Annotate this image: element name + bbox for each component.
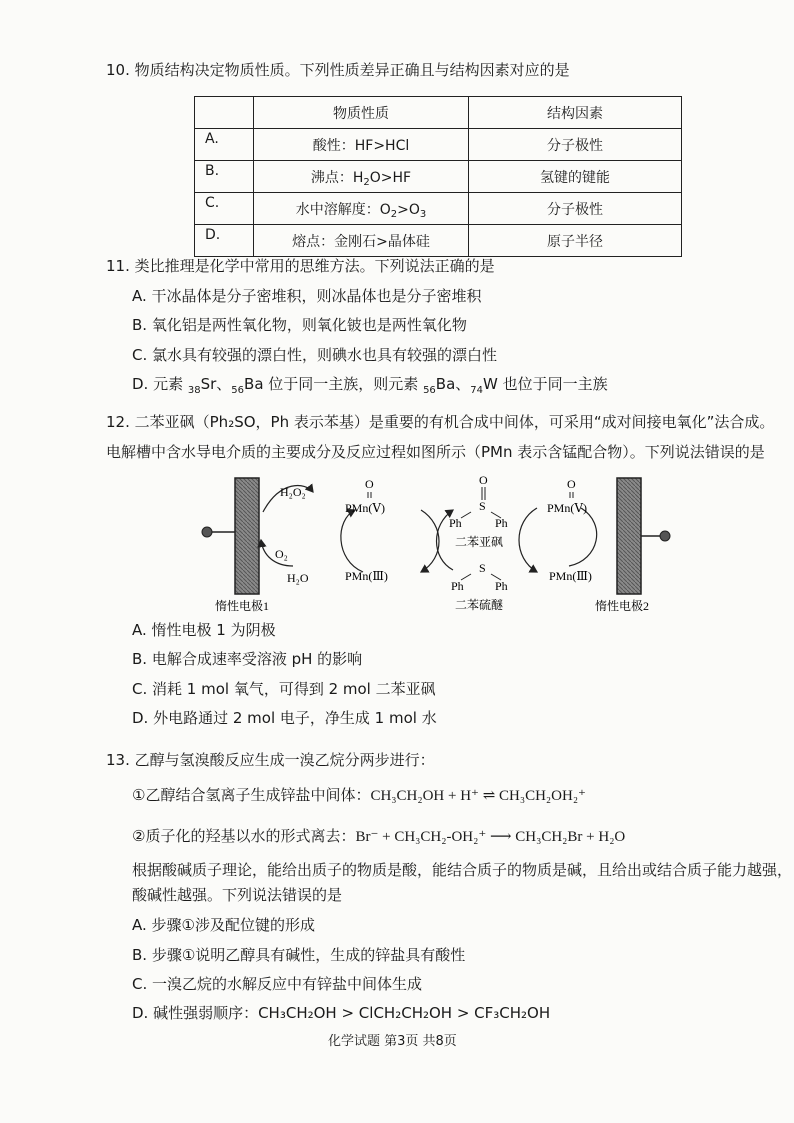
q13-step2: ②质子化的羟基以水的形式离去：Br⁻ + CH₃CH₂-OH₂⁺ ⟶ CH₃CH₂Br + H₂O [132,827,626,845]
pmn-v-left: PMn(Ⅴ) [345,501,386,515]
q13-theory-line1: 根据酸碱质子理论，能给出质子的物质是酸，能结合质子的物质是碱，且给出或结合质子能力越强， [132,861,793,879]
table-header-row [195,97,682,129]
q13-option-c: C. 一溴乙烷的水解反应中有锌盐中间体生成 [132,975,423,993]
svg-text:S: S [479,499,486,513]
svg-text:O: O [567,477,576,491]
step1-equation: CH₃CH₂OH + H⁺ ⇌ CH₃CH₂OH₂⁺ [370,788,586,804]
row-prop: 水中溶解度：$O_2>O_3$ [254,193,469,225]
table-row [195,193,682,225]
row-factor: 原子半径 [469,225,682,257]
q11-option-a: A. 干冰晶体是分子密堆积，则冰晶体也是分子密堆积 [132,287,482,305]
h2o-label: H₂O [287,571,309,585]
svg-text:Ph: Ph [495,579,508,593]
svg-text:Ph: Ph [451,579,464,593]
q11-option-b: B. 氧化铝是两性氧化物，则氧化铍也是两性氧化物 [132,316,467,334]
header-prop: 物质性质 [254,97,469,129]
q13-option-d: D. 碱性强弱顺序：CH₃CH₂OH > ClCH₂CH₂OH > CF₃CH₂OH [132,1004,551,1022]
q13-stem-text: 乙醇与氢溴酸反应生成一溴乙烷分两步进行： [134,751,435,769]
step2-equation: Br⁻ + CH₃CH₂-OH₂⁺ ⟶ CH₃CH₂Br + H₂O [355,829,626,845]
q13-number: 13. [106,751,130,769]
sulfoxide-name: 二苯亚砜 [455,535,504,549]
q12-option-d: D. 外电路通过 2 mol 电子，净生成 1 mol 水 [132,709,437,727]
q10-number: 10. [106,61,130,79]
q11-stem [106,255,495,276]
row-factor: 分子极性 [469,129,682,161]
q10-stem [106,59,570,80]
electrode-1-bar [235,478,259,594]
row-prop: 沸点：$H_2O>HF$ [254,161,469,193]
q12-number: 12. [106,413,130,431]
terminal-right [660,531,670,541]
sulfide-name: 二苯硫醚 [455,598,504,612]
page-footer: 化学试题 第3页 共8页 [328,1034,457,1049]
table-row [195,129,682,161]
svg-text:O: O [365,477,374,491]
q11-option-c: C. 氯水具有较强的漂白性，则碘水也具有较强的漂白性 [132,346,498,364]
table-row [195,225,682,257]
q12-stem-line2: 电解槽中含水导电介质的主要成分及反应过程如图所示（PMn 表示含锰配合物）。下列说法错误的是 [106,443,765,461]
q10-table [194,96,682,257]
electrolysis-diagram [195,470,695,616]
q13-stem [106,749,435,770]
q12-option-c: C. 消耗 1 mol 氧气，可得到 2 mol 二苯亚砜 [132,680,436,698]
electrode-2-bar [617,478,641,594]
pmn-iii-left: PMn(Ⅲ) [345,569,388,583]
q13-option-b: B. 步骤①说明乙醇具有碱性，生成的锌盐具有酸性 [132,946,466,964]
electrode-2-label: 惰性电极2 [595,599,650,613]
pmn-v-right: PMn(Ⅴ) [547,501,588,515]
svg-text:O: O [479,473,488,487]
q12-stem-line1: 12. 二苯亚砜（Ph₂SO，Ph 表示苯基）是重要的有机合成中间体，可采用“成对间接电氧化”法合成。 [106,413,775,431]
h2o2-label: H₂O₂ [280,485,306,499]
q10-stem-text: 物质结构决定物质性质。下列性质差异正确且与结构因素对应的是 [134,61,570,79]
row-prop: 酸性：HF>HCl [254,129,469,161]
table-corner-cell [195,97,254,129]
electrode-1-label: 惰性电极1 [215,599,270,613]
q12-option-a: A. 惰性电极 1 为阴极 [132,621,276,639]
svg-text:Ph: Ph [449,516,462,530]
row-factor: 氢键的键能 [469,161,682,193]
q13-option-a: A. 步骤①涉及配位键的形成 [132,916,315,934]
q12-option-b: B. 电解合成速率受溶液 pH 的影响 [132,650,363,668]
o2-label: O₂ [275,547,288,561]
q11-option-d: D. 元素 $_{38}$Sr、$_{56}$Ba 位于同一主族，则元素 $_{56}$Ba、$_{74}$W 也位于同一主族 [132,375,608,396]
pmn-iii-right: PMn(Ⅲ) [549,569,592,583]
q11-number: 11. [106,257,130,275]
q11-stem-text: 类比推理是化学中常用的思维方法。下列说法正确的是 [134,257,495,275]
svg-text:Ph: Ph [495,516,508,530]
header-factor: 结构因素 [469,97,682,129]
q13-step1: ①乙醇结合氢离子生成锌盐中间体：CH₃CH₂OH + H⁺ ⇌ CH₃CH₂OH₂⁺ [132,786,586,804]
row-prop: 熔点：金刚石>晶体硅 [254,225,469,257]
row-label: A. [195,129,254,161]
q13-theory-line2: 酸碱性越强。下列说法错误的是 [132,886,343,904]
terminal-left [202,527,212,537]
row-factor: 分子极性 [469,193,682,225]
row-label: C. [195,193,254,225]
row-label: D. [195,225,254,257]
row-label: B. [195,161,254,193]
svg-text:S: S [479,561,486,575]
table-row [195,161,682,193]
